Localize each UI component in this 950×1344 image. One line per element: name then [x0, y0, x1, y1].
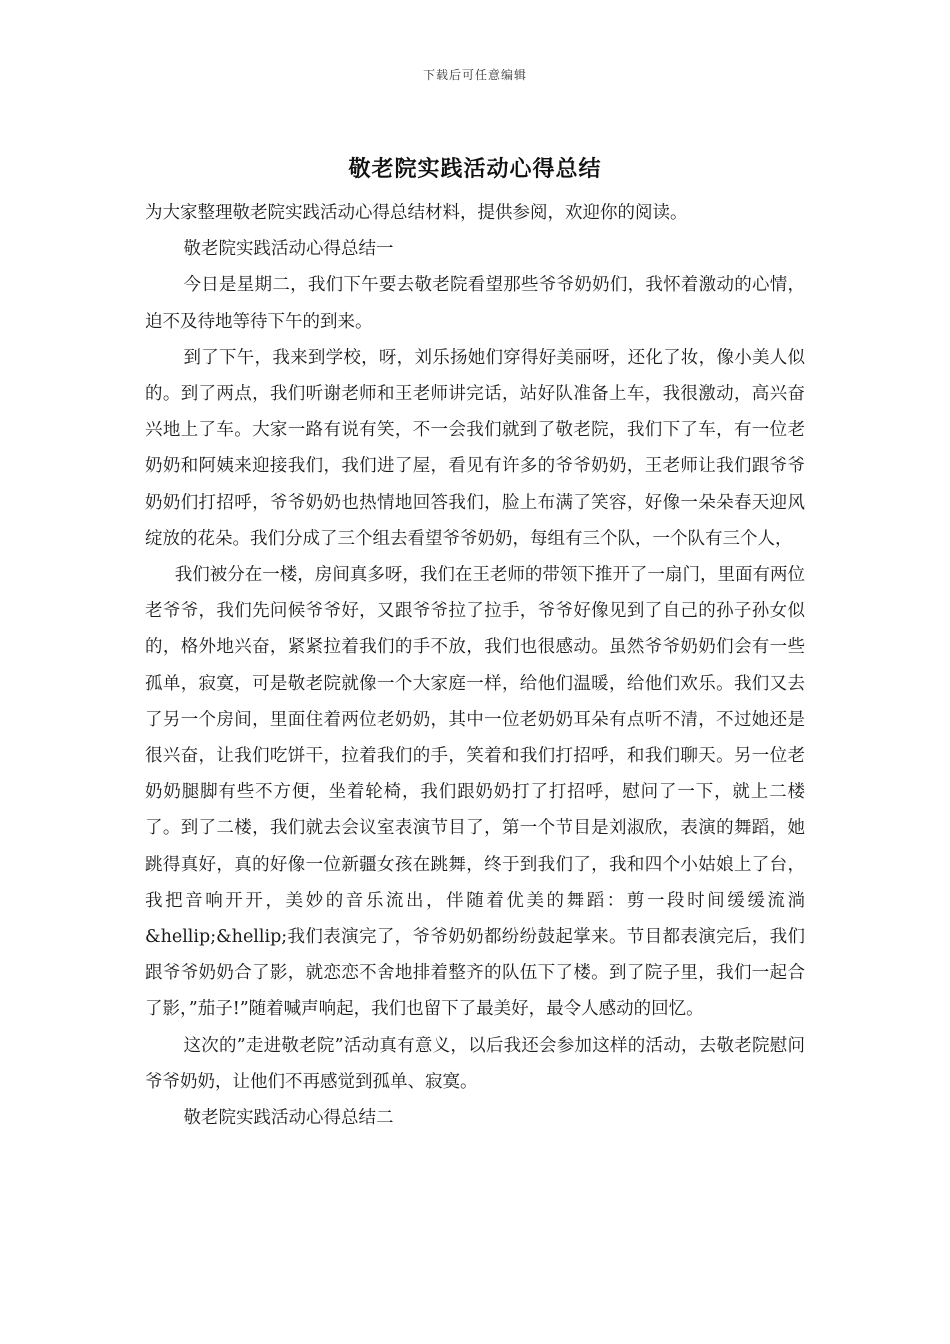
- body-paragraph: 今日是星期二，我们下午要去敬老院看望那些爷爷奶奶们，我怀着激动的心情，迫不及待地等待下午的到来。: [145, 275, 805, 332]
- document-body: [145, 195, 805, 1136]
- intro-paragraph: 为大家整理敬老院实践活动心得总结材料，提供参阅，欢迎你的阅读。: [145, 203, 688, 223]
- section-heading-two: 敬老院实践活动心得总结二: [183, 1108, 394, 1129]
- body-paragraph: 到了下午，我来到学校，呀，刘乐扬她们穿得好美丽呀，还化了妆，像小美人似的。到了两点，我们听谢老师和王老师讲完话，站好队准备上车，我很激动，高兴奋兴地上了车。大家一路有说有笑，不一会我们就到了敬老院，我们下了车，有一位老奶奶和阿姨来迎接我们，我们进了屋，看见有许多的爷爷奶奶，王老师让我们跟爷爷奶奶们打招呼，爷爷奶奶也热情地回答我们，脸上布满了笑容，好像一朵朵春天迎风绽放的花朵。我们分成了三个组去看望爷爷奶奶，每组有三个队，一个队有三个人，: [145, 347, 805, 549]
- document-title: 敬老院实践活动心得总结: [348, 156, 602, 182]
- body-paragraph: 我们被分在一楼，房间真多呀，我们在王老师的带领下推开了一扇门，里面有两位老爷爷，我们先问候爷爷好，又跟爷爷拉了拉手，爷爷好像见到了自己的孙子孙女似的，格外地兴奋，紧紧拉着我们的手不放，我们也很感动。虽然爷爷奶奶们会有一些孤单，寂寞，可是敬老院就像一个大家庭一样，给他们温暖，给他们欢乐。我们又去了另一个房间，里面住着两位老奶奶，其中一位老奶奶耳朵有点听不清，不过她还是很兴奋，让我们吃饼干，拉着我们的手，笑着和我们打招呼，和我们聊天。另一位老奶奶腿脚有些不方便，坐着轮椅，我们跟奶奶打了打招呼，慰问了一下，就上二楼了。到了二楼，我们就去会议室表演节目了，第一个节目是刘淑欣，表演的舞蹈，她跳得真好，真的好像一位新疆女孩在跳舞，终于到我们了，我和四个小姑娘上了台，我把音响开开，美妙的音乐流出，伴随着优美的舞蹈：剪一段时间缓缓流淌&hellip;&hellip;我们表演完了，爷爷奶奶都纷纷鼓起掌来。节目都表演完后，我们跟爷爷奶奶合了影，就恋恋不舍地排着整齐的队伍下了楼。到了院子里，我们一起合了影，”茄子!”随着喊声响起，我们也留下了最美好，最令人感动的回忆。: [145, 565, 805, 1020]
- section-heading-one: 敬老院实践活动心得总结一: [183, 239, 394, 260]
- body-paragraph: 这次的”走进敬老院”活动真有意义，以后我还会参加这样的活动，去敬老院慰问爷爷奶奶，让他们不再感觉到孤单、寂寞。: [145, 1035, 805, 1092]
- header-note: 下载后可任意编辑: [422, 68, 527, 82]
